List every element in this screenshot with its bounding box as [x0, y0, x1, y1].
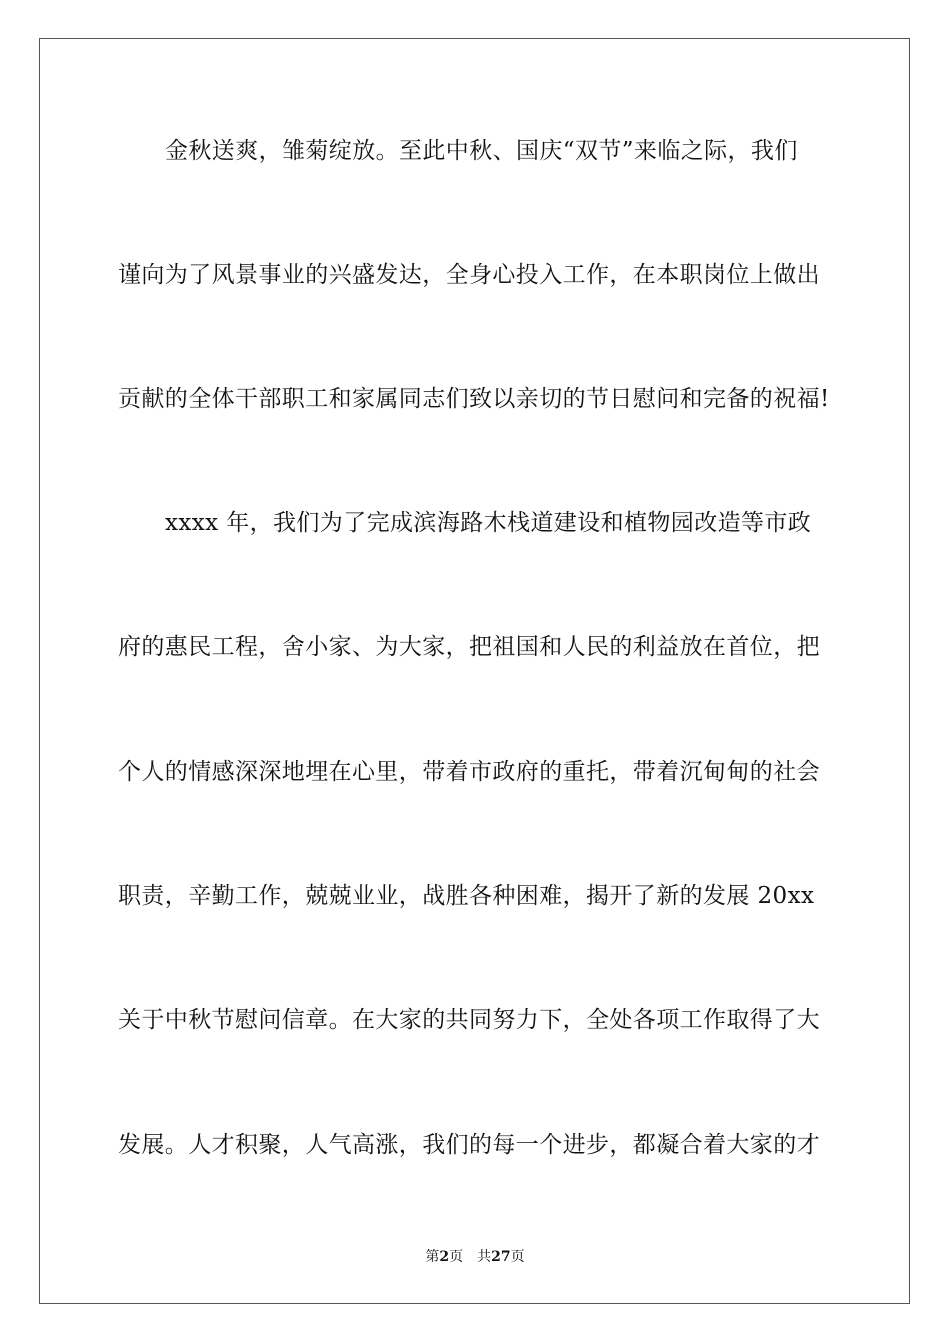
- total-suffix: 页: [510, 1249, 525, 1265]
- paragraph-line-1: 金秋送爽，雏菊绽放。至此中秋、国庆“双节”来临之际，我们: [165, 138, 798, 164]
- page-suffix: 页: [449, 1249, 464, 1265]
- current-page-number: 2: [439, 1249, 450, 1265]
- paragraph-line-8: 关于中秋节慰问信章。在大家的共同努力下，全处各项工作取得了大: [118, 1007, 820, 1033]
- paragraph-line-9: 发展。人才积聚，人气高涨，我们的每一个进步，都凝合着大家的才: [118, 1132, 820, 1158]
- paragraph-line-4: xxxx 年，我们为了完成滨海路木栈道建设和植物园改造等市政: [165, 510, 812, 536]
- paragraph-line-5: 府的惠民工程，舍小家、为大家，把祖国和人民的利益放在首位，把: [118, 634, 820, 660]
- total-prefix: 共: [477, 1249, 492, 1265]
- page-border: [39, 38, 910, 1304]
- paragraph-line-6: 个人的情感深深地埋在心里，带着市政府的重托，带着沉甸甸的社会: [118, 759, 820, 785]
- paragraph-line-2: 谨向为了风景事业的兴盛发达，全身心投入工作，在本职岗位上做出: [118, 262, 820, 288]
- page-prefix: 第: [425, 1249, 440, 1265]
- paragraph-line-7: 职责，辛勤工作，兢兢业业，战胜各种困难，揭开了新的发展 20xx: [118, 883, 815, 909]
- paragraph-line-3: 贡献的全体干部职工和家属同志们致以亲切的节日慰问和完备的祝福!: [118, 386, 830, 412]
- page-footer: [0, 1248, 950, 1266]
- total-page-count: 27: [491, 1249, 511, 1265]
